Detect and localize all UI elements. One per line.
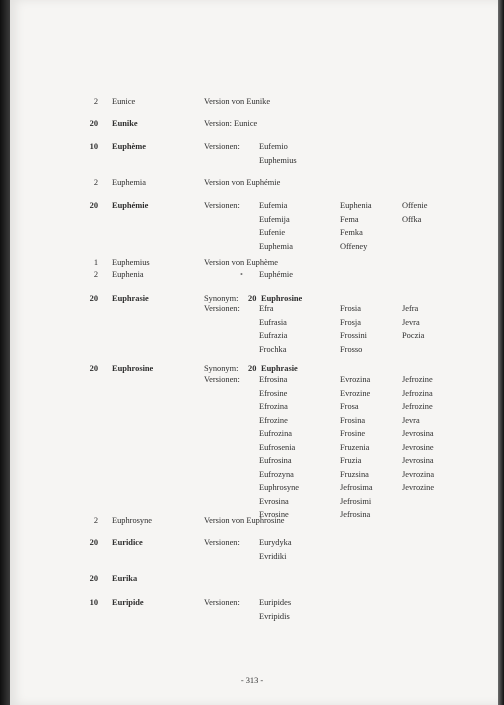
entry-name: Eunike: [112, 119, 138, 128]
version-name: Evrozina: [340, 375, 371, 384]
version-name: Eufrozyna: [259, 469, 294, 479]
bullet-mark: •: [240, 270, 243, 279]
version-name: Efrozine: [259, 415, 288, 425]
version-column-2: [340, 199, 372, 253]
version-name: Jefrosimi: [340, 496, 372, 506]
entry-label: Versionen:: [204, 304, 240, 313]
version-name: Offka: [402, 214, 422, 224]
version-name: Poczia: [402, 331, 425, 340]
version-column-3: [402, 199, 427, 226]
version-name: Evrosina: [259, 496, 289, 506]
entry-name: Euphème: [112, 142, 146, 151]
version-name: Frosina: [340, 415, 366, 425]
version-name: Efrosine: [259, 388, 288, 398]
version-column-1: [259, 199, 293, 253]
version-name: Frosine: [340, 429, 366, 438]
version-name: Jevrosine: [402, 442, 434, 452]
entry-frequency: 20: [89, 364, 98, 373]
entry-name: Euridice: [112, 538, 143, 547]
version-name: Offeney: [340, 241, 368, 251]
entry-label: Versionen:: [204, 201, 240, 210]
entry-frequency: 2: [93, 270, 98, 279]
entry-name: Eunice: [112, 97, 136, 106]
version-name: Frosja: [340, 317, 361, 327]
version-name: Femka: [340, 228, 363, 237]
version-name: Fruzia: [340, 456, 362, 465]
version-name: Euphémie: [259, 270, 293, 279]
version-name: Eufrosenia: [259, 442, 296, 452]
version-name: Evripidis: [259, 611, 290, 621]
version-column-1: [259, 536, 292, 563]
entry-label: Version von Eunike: [204, 97, 271, 106]
version-name: Jefrosina: [340, 510, 371, 519]
entry-frequency: 10: [89, 598, 98, 607]
version-column-1: [259, 373, 299, 522]
version-column-1: [259, 140, 297, 167]
version-column-3: [402, 302, 424, 343]
synonym-frequency: 20: [248, 364, 257, 373]
version-name: Jevrosina: [402, 456, 434, 465]
version-name: Frossini: [340, 331, 367, 340]
synonym-name: Euphrosine: [261, 294, 303, 303]
synonym-name: Euphrasie: [261, 364, 298, 373]
entry-frequency: 20: [89, 119, 98, 128]
version-column-1: [259, 302, 287, 356]
entry-name: Euphémie: [112, 201, 149, 210]
version-name: Eufemio: [259, 142, 288, 151]
version-name: Jevra: [402, 317, 420, 327]
entry-frequency: 20: [89, 201, 98, 210]
version-name: Jefrozina: [402, 388, 433, 398]
entry-frequency: 2: [93, 178, 98, 187]
page-number: - 313 -: [240, 676, 264, 685]
version-column-2: [340, 373, 373, 522]
version-name: Jevrosina: [402, 429, 434, 438]
version-name: Jevrozine: [402, 483, 435, 492]
entry-name: Euphrosyne: [112, 516, 153, 525]
version-name: Frochka: [259, 344, 287, 354]
version-name: Offenie: [402, 201, 428, 210]
entry-label: Versionen:: [204, 375, 240, 384]
entry-name: Euripide: [112, 598, 144, 607]
entry-name: Eurika: [112, 574, 138, 583]
version-name: Euphenia: [340, 201, 372, 210]
version-name: Evrosine: [259, 510, 289, 519]
version-name: Eufemija: [259, 214, 290, 224]
version-column-1: [259, 596, 291, 623]
entry-frequency: 2: [93, 516, 98, 525]
version-column-1: [259, 268, 293, 282]
version-name: Efrozina: [259, 402, 288, 411]
entry-frequency: 10: [89, 142, 98, 151]
entry-label: Version von Euphémie: [204, 178, 281, 187]
entry-name: Euphemia: [112, 178, 146, 187]
entry-name: Euphrasie: [112, 294, 149, 303]
version-name: Jefrozine: [402, 375, 433, 384]
version-name: Efrosina: [259, 375, 288, 384]
entry-frequency: 2: [93, 97, 98, 106]
version-name: Evridiki: [259, 551, 287, 561]
entry-name: Euphrosine: [112, 364, 154, 373]
entry-label: Versionen:: [204, 142, 240, 151]
entry-label: Versionen:: [204, 538, 240, 547]
version-name: Jefra: [402, 304, 419, 313]
version-name: Euphrosyne: [259, 483, 300, 492]
version-name: Jefrozine: [402, 402, 433, 411]
entry-label: Synonym:: [204, 294, 239, 303]
version-name: Fruzenia: [340, 442, 370, 452]
entry-label: Version: Eunice: [204, 119, 258, 128]
entry-frequency: 20: [89, 294, 98, 303]
entry-label: Synonym:: [204, 364, 239, 373]
entry-label: Version von Euphème: [204, 258, 278, 267]
version-name: Evrozine: [340, 388, 371, 398]
entry-frequency: 1: [93, 258, 98, 267]
entry-name: Euphemius: [112, 258, 150, 267]
entry-frequency: 20: [89, 538, 98, 547]
version-name: Eufemia: [259, 201, 288, 210]
version-name: Eufrasia: [259, 317, 287, 327]
version-column-2: [340, 302, 367, 356]
version-name: Eurydyka: [259, 538, 292, 547]
version-name: Jevrozina: [402, 469, 435, 479]
version-name: Jefrosima: [340, 483, 373, 492]
version-name: Frosso: [340, 344, 363, 354]
entry-label: Versionen:: [204, 598, 240, 607]
version-column-3: [402, 373, 434, 495]
version-name: Frosa: [340, 402, 359, 411]
version-name: Efra: [259, 304, 274, 313]
entry-label: Version von Euphrosine: [204, 516, 285, 525]
version-name: Frosia: [340, 304, 361, 313]
version-name: Fruzsina: [340, 469, 369, 479]
version-name: Euripides: [259, 598, 292, 607]
entry-frequency: 20: [89, 574, 98, 583]
version-name: Eufrosina: [259, 456, 292, 465]
synonym-frequency: 20: [248, 294, 257, 303]
entry-name: Euphenia: [112, 270, 144, 279]
version-name: Euphemius: [259, 155, 297, 165]
page-edge-shadow: [498, 0, 504, 705]
version-name: Fema: [340, 214, 359, 224]
book-spine-shadow: [0, 0, 10, 705]
version-name: Eufenie: [259, 228, 286, 237]
version-name: Euphemia: [259, 241, 293, 251]
version-name: Jevra: [402, 415, 420, 425]
version-name: Eufrazia: [259, 331, 288, 340]
version-name: Eufrozina: [259, 429, 293, 438]
